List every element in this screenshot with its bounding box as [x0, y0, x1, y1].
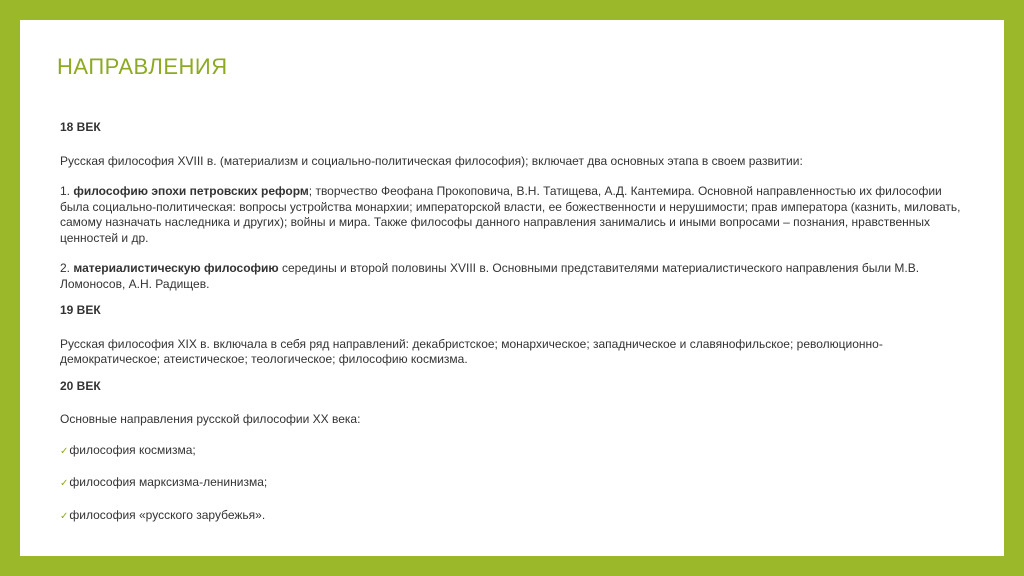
section-20-intro: Основные направления русской философии XX века:	[60, 412, 361, 426]
bullet-item	[60, 475, 965, 492]
item-2-number: 2.	[60, 261, 74, 275]
item-1-number: 1.	[60, 184, 74, 198]
item-1-text: ; творчество Феофана Прокоповича, В.Н. Татищева, А.Д. Кантемира. Основной направленностью их философии была социально-политическая: вопросы устройства монархии; императорской власти, ее божественности и нерушимости; прав императора (казнить, миловать, самому назначать наследника и других); войны и мира. Также философы данного направления занимались и иными вопросами – познания, нравственных ценностей и др.	[60, 184, 961, 245]
checkmark-icon: ✓	[60, 478, 69, 489]
section-heading-19: 19 ВЕК	[60, 303, 101, 317]
slide	[20, 20, 1004, 556]
section-18-intro: Русская философия XVIII в. (материализм и социально-политическая философия); включает два основных этапа в своем развитии:	[60, 153, 803, 168]
slide-title: НАПРАВЛЕНИЯ	[57, 54, 228, 79]
bullet-text: философия марксизма-ленинизма;	[69, 475, 268, 489]
checkmark-icon: ✓	[60, 445, 69, 457]
section-heading-18: 18 ВЕК	[60, 120, 101, 134]
section-18-item-2	[60, 261, 965, 292]
item-2-bold: материалистическую философию	[73, 261, 279, 275]
section-19-text: Русская философия XIX в. включала в себя ряд направлений: декабристское; монархическое; западническое и славянофильское; революционно-демократическое; атеистическое; теологическое; философию космизма.	[60, 336, 883, 366]
item-1-bold: философию эпохи петровских реформ	[73, 184, 309, 198]
section-18-item-1	[60, 184, 965, 246]
bullet-text: философия космизма;	[69, 442, 196, 457]
bullet-text: философия «русского зарубежья».	[69, 507, 266, 522]
bullet-item	[60, 508, 965, 525]
checkmark-icon: ✓	[60, 510, 69, 522]
bullet-item	[60, 443, 965, 460]
slide-content	[60, 120, 965, 540]
section-heading-20: 20 ВЕК	[60, 378, 101, 393]
item-2-text: середины и второй половины XVIII в. Основными представителями материалистического направления были М.В. Ломоносов, А.Н. Радищев.	[60, 261, 920, 291]
